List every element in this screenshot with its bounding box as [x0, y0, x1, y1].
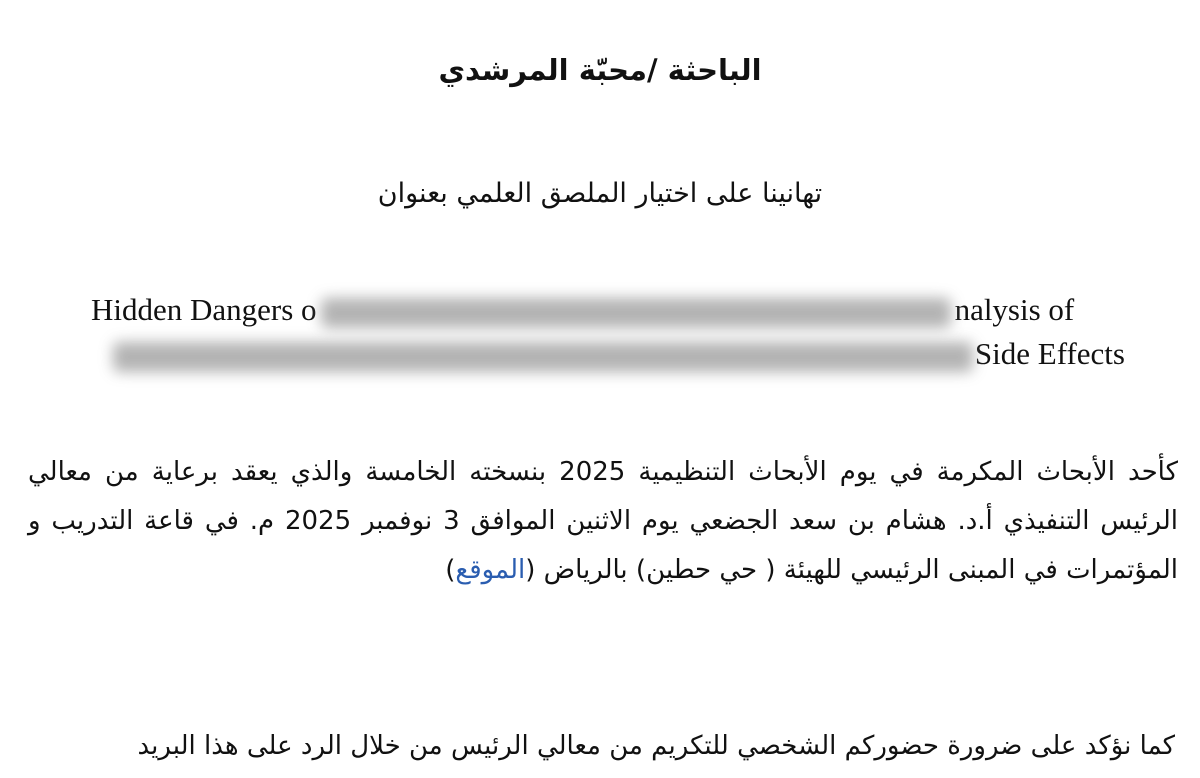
- congratulation-line: تهانينا على اختيار الملصق العلمي بعنوان: [377, 178, 823, 209]
- poster-title-line-1: [60, 288, 1140, 332]
- recipient-heading: الباحثة /محبّة المرشدي: [438, 53, 762, 87]
- poster-title: [60, 288, 1140, 376]
- announcement-closing-paren: ): [445, 555, 456, 585]
- announcement-paragraph: [28, 448, 1178, 595]
- poster-title-line1-end: nalysis of: [954, 292, 1075, 327]
- confirmation-line: كما نؤكد على ضرورة حضوركم الشخصي للتكريم من معالي الرئيس من خلال الرد على هذا البريد: [137, 731, 1175, 761]
- poster-title-start: Hidden Dangers o: [91, 292, 317, 327]
- location-link[interactable]: الموقع: [455, 555, 526, 585]
- announcement-text: كأحد الأبحاث المكرمة في يوم الأبحاث التنظيمية 2025 بنسخته الخامسة والذي يعقد برعاية من معالي الرئيس التنفيذي أ.د. هشام بن سعد الجضعي يوم الاثنين الموافق 3 نوفمبر 2025 م. في قاعة التدريب و المؤتمرات في المبنى الرئيسي للهيئة ( حي حطين) بالرياض (: [28, 457, 1178, 585]
- redaction-blur: [113, 342, 973, 372]
- redaction-blur: [321, 298, 951, 328]
- poster-title-line-2: [60, 332, 1140, 376]
- poster-title-line2-end: Side Effects: [974, 336, 1125, 371]
